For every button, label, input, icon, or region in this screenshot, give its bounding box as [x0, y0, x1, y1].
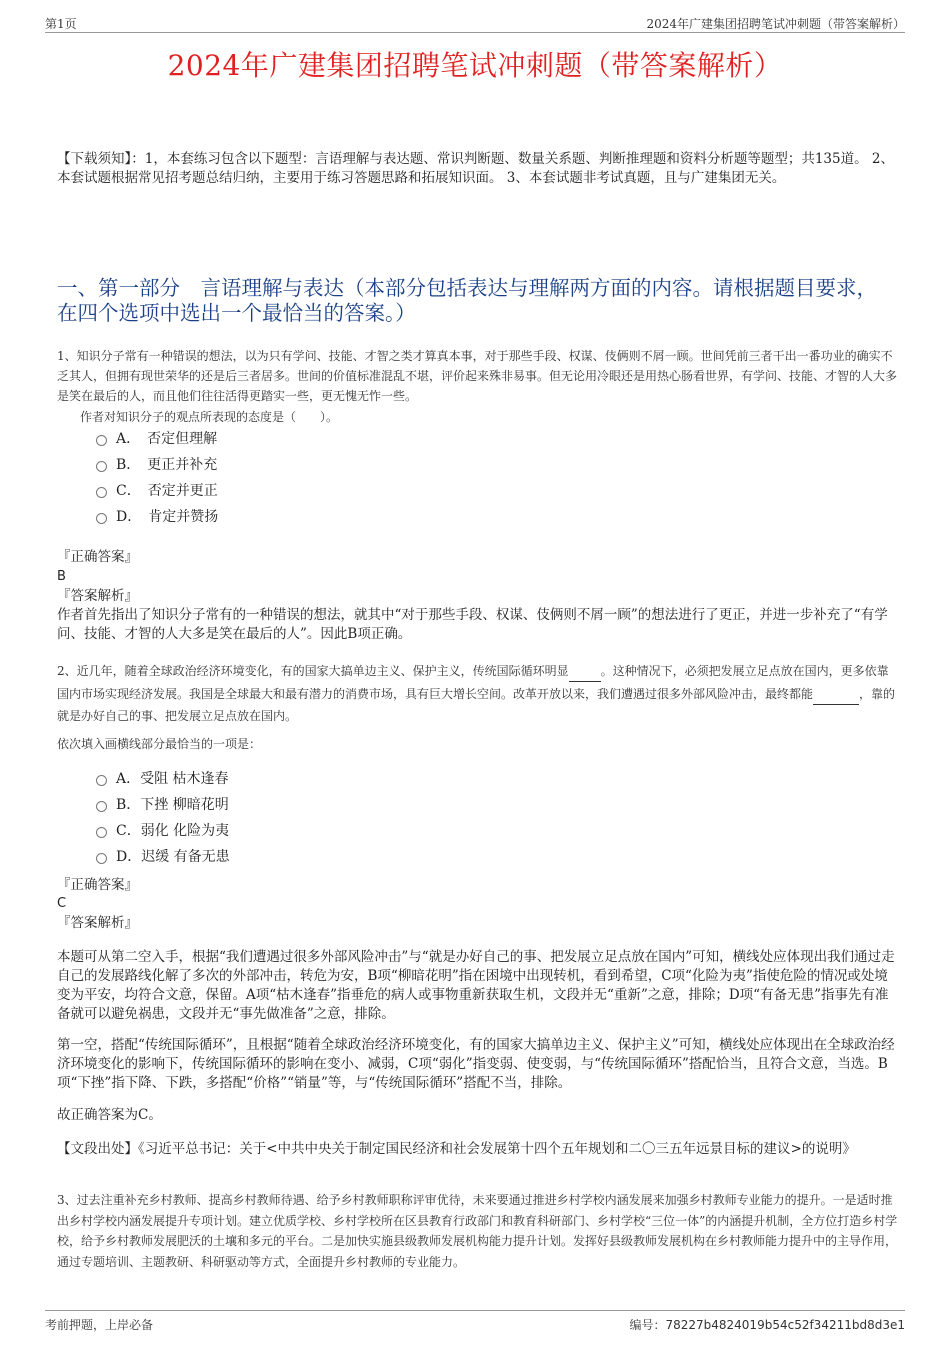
- question-2-source: 【文段出处】《习近平总书记：关于<中共中央关于制定国民经济和社会发展第十四个五年规划和二〇三五年远景目标的建议>的说明》: [57, 1141, 856, 1157]
- question-2-analysis-p3: 故正确答案为C。: [57, 1107, 162, 1123]
- question-2-answer: C: [57, 896, 67, 911]
- option-label: B．下挫 柳暗花明: [116, 797, 229, 813]
- question-3-text: 3、过去注重补充乡村教师、提高乡村教师待遇、给予乡村教师职称评审优待，未来要通过推进乡村学校内涵发展来加强乡村教师专业能力的提升。一是适时推出乡村学校内涵发展提升专项计划。建立优质学校、乡村学校所在区县教育行政部门和教育科研部门、乡村学校“三位一体”的内涵提升机制，全方位打造乡村学校，给予乡村教师发展肥沃的土壤和多元的平台。二是加快实施县级教师发展机构能力提升计划。发挥好县级教师发展机构在乡村教师能力提升中的主导作用，通过专题培训、主题教研、科研驱动等方式，全面提升乡村教师的专业能力。: [57, 1193, 898, 1269]
- question-2-options: [96, 765, 230, 869]
- radio-icon[interactable]: [96, 461, 107, 472]
- radio-icon[interactable]: [96, 487, 107, 498]
- option-c[interactable]: [96, 477, 218, 503]
- header-doc-title: 2024年广建集团招聘笔试冲刺题（带答案解析）: [646, 17, 905, 31]
- option-a[interactable]: [96, 765, 230, 791]
- radio-icon[interactable]: [96, 435, 107, 446]
- question-2-text-c: ，靠的就是办好自己的事、把发展立足点放在国内。: [57, 687, 896, 723]
- blank-line-2: [813, 682, 859, 705]
- question-1-stem: 作者对知识分子的观点所表现的态度是（ ）。: [80, 410, 339, 424]
- radio-icon[interactable]: [96, 513, 107, 524]
- radio-icon[interactable]: [96, 775, 107, 786]
- option-label: D． 肯定并赞扬: [116, 509, 219, 525]
- question-2-analysis-p2: 第一空，搭配“传统国际循环”，且根据“随着全球政治经济环境变化，有的国家大搞单边主义、保护主义”可知，横线处应体现出在全球政治经济环境变化的影响下，传统国际循环的影响在变小、减弱，C项“弱化”指变弱、使变弱，与“传统国际循环”搭配恰当，且符合文意，当选。B项“下挫”指下降、下跌，多搭配“价格”“销量”等，与“传统国际循环”搭配不当，排除。: [57, 1037, 895, 1091]
- option-d[interactable]: [96, 843, 230, 869]
- option-a[interactable]: [96, 425, 218, 451]
- page-number: 第1页: [45, 17, 77, 31]
- question-1-analysis: 作者首先指出了知识分子常有的一种错误的想法，就其中“对于那些手段、权谋、伎俩则不屑一顾”的想法进行了更正，并进一步补充了“有学问、技能、才智的人大多是笑在最后的人”。因此B项正确。: [57, 607, 888, 642]
- radio-icon[interactable]: [96, 853, 107, 864]
- question-2-analysis-p1: 本题可从第二空入手，根据“我们遭遇过很多外部风险冲击”与“就是办好自己的事、把发展立足点放在国内”可知，横线处应体现出我们通过走自己的发展路线化解了多次的外部冲击，转危为安，B项“柳暗花明”指在困境中出现转机，看到希望，C项“化险为夷”指使危险的情况或处境变为平安，均符合文意，保留。A项“枯木逢春”指垂危的病人或事物重新获取生机，文段并无“重新”之意，排除；D项“有备无患”指事先有准备就可以避免祸患，文段并无“事先做准备”之意，排除。: [57, 949, 895, 1022]
- question-2-analysis-label: 『答案解析』: [57, 915, 138, 931]
- question-2-text: [57, 659, 900, 727]
- question-1-text: 1、知识分子常有一种错误的想法，以为只有学问、技能、才智之类才算真本事，对于那些手段、权谋、伎俩则不屑一顾。世间凭前三者干出一番功业的确实不乏其人，但拥有现世荣华的还是后三者居多。世间的价值标准混乱不堪，评价起来殊非易事。但无论用冷眼还是用热心肠看世界，有学问、技能、才智的人大多是笑在最后的人，而且他们往往活得更踏实一些，更无愧无怍一些。: [57, 349, 898, 403]
- option-b[interactable]: [96, 791, 230, 817]
- question-2-stem: 依次填入画横线部分最恰当的一项是：: [57, 737, 262, 751]
- question-1-options: [96, 425, 218, 529]
- option-b[interactable]: [96, 451, 218, 477]
- footer-id-code: 78227b4824019b54c52f34211bd8d3e1: [665, 1318, 905, 1332]
- radio-icon[interactable]: [96, 801, 107, 812]
- page-header: [45, 12, 905, 33]
- question-2-text-b: 。这种情况下，必须把发展立足点放在国内，更多依靠国内市场实现经济发展。我国是全球最大和最有潜力的消费市场，具有巨大增长空间。改革开放以来，我们遭遇过很多外部风险冲击，最终都能: [57, 664, 889, 701]
- footer-id-label: 编号：: [629, 1318, 666, 1332]
- option-label: D．迟缓 有备无患: [116, 849, 230, 865]
- section-heading: 一、第一部分 言语理解与表达（本部分包括表达与理解两方面的内容。请根据题目要求，在四个选项中选出一个最恰当的答案。）: [57, 276, 877, 325]
- footer-slogan: 考前押题，上岸必备: [45, 1318, 154, 1332]
- question-1-analysis-label: 『答案解析』: [57, 588, 138, 604]
- option-label: C．弱化 化险为夷: [116, 823, 230, 839]
- question-1-answer-label: 『正确答案』: [57, 549, 138, 565]
- blank-line-1: [569, 659, 601, 682]
- option-label: C． 否定并更正: [116, 483, 218, 499]
- question-1-answer: B: [57, 569, 66, 584]
- option-d[interactable]: [96, 503, 218, 529]
- option-label: A．受阻 枯木逢春: [116, 771, 229, 787]
- option-label: B． 更正并补充: [116, 457, 218, 473]
- option-label: A． 否定但理解: [116, 431, 218, 447]
- question-2-text-a: 2、近几年，随着全球政治经济环境变化，有的国家大搞单边主义、保护主义，传统国际循环明显: [57, 664, 569, 678]
- option-c[interactable]: [96, 817, 230, 843]
- radio-icon[interactable]: [96, 827, 107, 838]
- page-footer: [45, 1310, 905, 1333]
- page-title: 2024年广建集团招聘笔试冲刺题（带答案解析）: [167, 49, 783, 82]
- download-notice: 【下载须知】：1，本套练习包含以下题型：言语理解与表达题、常识判断题、数量关系题、判断推理题和资料分析题等题型；共135道。 2、本套试题根据常见招考题总结归纳，主要用于练习答题思路和拓展知识面。 3、本套试题非考试真题，且与广建集团无关。: [57, 151, 894, 186]
- footer-id: [629, 1316, 905, 1333]
- question-2-answer-label: 『正确答案』: [57, 877, 138, 893]
